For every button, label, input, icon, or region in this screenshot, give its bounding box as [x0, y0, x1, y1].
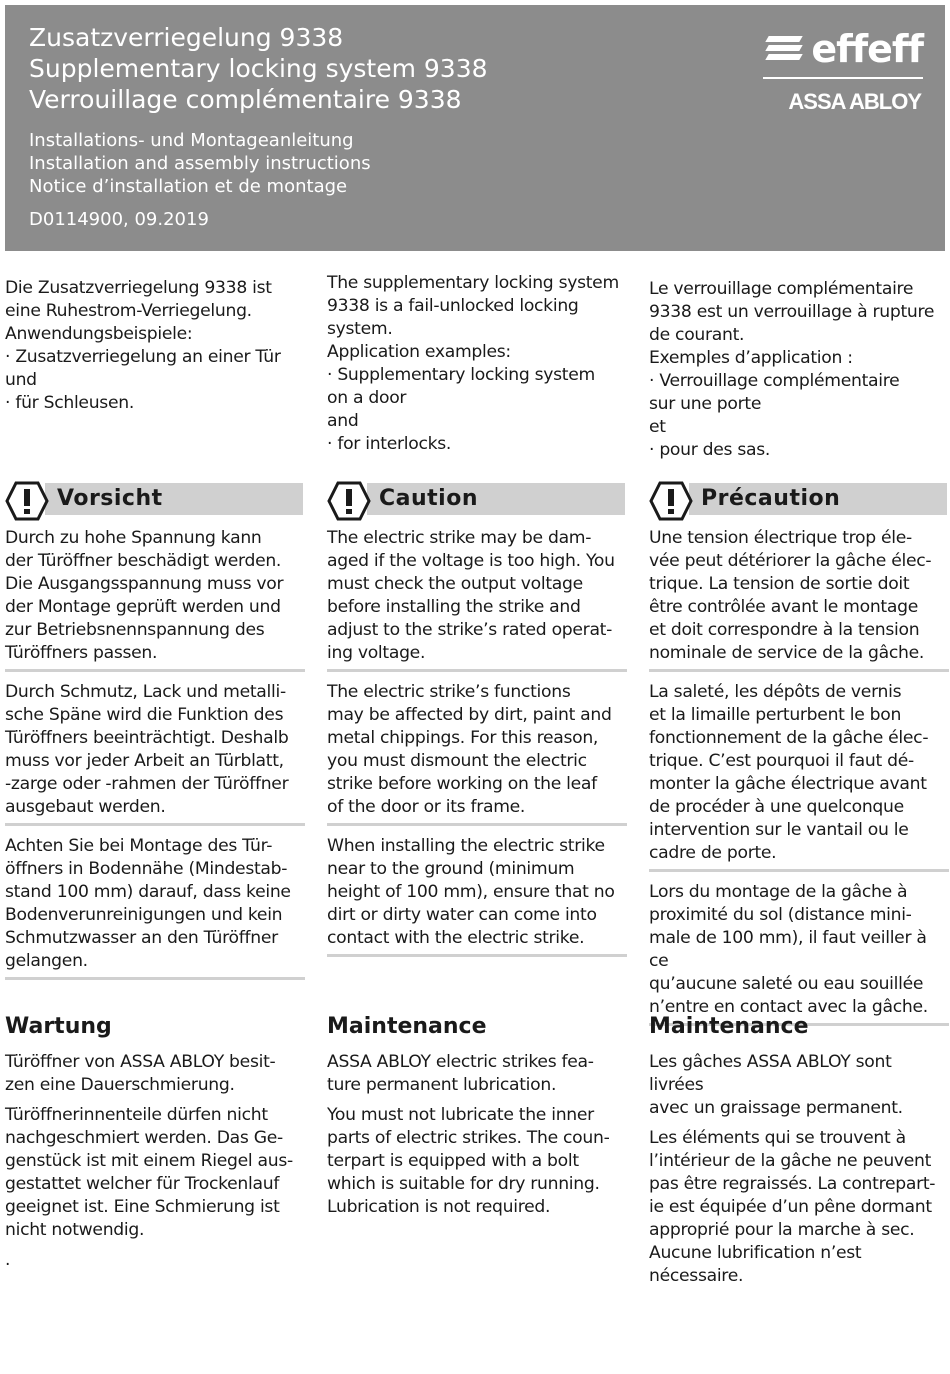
maintenance-heading-en: Maintenance	[327, 1014, 487, 1039]
maintenance-paragraph: Türöffnerinnenteile dürfen nicht nachgeschmiert werden. Das Ge- genstück ist mit einem Riegel aus- gestattet welcher für Trockenlauf geeignet ist. Eine Schmierung ist nicht notwendig.	[5, 1105, 293, 1240]
logo-brand-text: effeff	[811, 27, 923, 71]
caution-paragraph: Une tension électrique trop éle- vée peut détériorer la gâche élec- trique. La tension de sortie doit être contrôlée avant le montage et doit correspondre à la tension nominale de service de la gâche.	[649, 527, 949, 672]
maintenance-body-fr	[649, 1051, 949, 1288]
subtitle-de: Installations- und Montageanleitung	[29, 130, 354, 151]
effeff-assa-abloy-logo	[763, 27, 923, 127]
caution-paragraph: Durch zu hohe Spannung kann der Türöffner beschädigt werden. Die Ausgangsspannung muss vor der Montage geprüft werden und zur Betriebsnennspannung des Türöffners passen.	[5, 527, 305, 672]
warning-icon	[327, 481, 371, 521]
title-en: Supplementary locking system 9338	[29, 54, 488, 83]
maintenance-paragraph: Les gâches ASSA ABLOY sont livrées avec un graissage permanent.	[649, 1052, 903, 1118]
intro-text-de: Die Zusatzverriegelung 9338 ist eine Ruhestrom-Verriegelung. Anwendungsbeispiele: · Zusatzverriegelung an einer Tür und · für Schleusen.	[5, 278, 281, 413]
caution-paragraph: Lors du montage de la gâche à proximité du sol (distance mini- male de 100 mm), il faut veiller à ce qu’aucune saleté ou eau souillée n’entre en contact avec la gâche.	[649, 881, 949, 1026]
document-reference: D0114900, 09.2019	[29, 209, 209, 230]
title-de: Zusatzverriegelung 9338	[29, 23, 344, 52]
logo-group-text: ASSA ABLOY	[788, 89, 921, 114]
caution-label-en: Caution	[379, 486, 478, 511]
trailing-dot: .	[5, 1250, 11, 1270]
caution-header-en	[327, 481, 625, 517]
maintenance-body-en	[327, 1051, 627, 1219]
logo-bars-icon	[767, 36, 801, 66]
caution-body-de	[5, 527, 305, 980]
intro-text-fr: Le verrouillage complémentaire 9338 est un verrouillage à rupture de courant. Exemples d’application : · Verrouillage complémentaire sur une porte et · pour des sas.	[649, 279, 935, 460]
caution-paragraph: Durch Schmutz, Lack und metalli- sche Späne wird die Funktion des Türöffners beeinträchtigt. Deshalb muss vor jeder Arbeit an Türblatt, -zarge oder -rahmen der Türöffner ausgebaut werden.	[5, 681, 305, 826]
caution-header-fr	[649, 481, 947, 517]
warning-icon	[5, 481, 49, 521]
maintenance-paragraph: You must not lubricate the inner parts of electric strikes. The coun- terpart is equipped with a bolt which is suitable for dry running. Lubrication is not required.	[327, 1105, 610, 1217]
maintenance-body-de	[5, 1051, 305, 1242]
caution-paragraph: The electric strike’s functions may be affected by dirt, paint and metal chippings. For this reason, you must dismount the electric strike before working on the leaf of the door or its frame.	[327, 681, 627, 826]
caution-paragraph: La saleté, les dépôts de vernis et la limaille perturbent le bon fonctionnement de la gâche élec- trique. C’est pourquoi il faut dé- monter la gâche électrique avant de procéder à une quelconque intervention sur le vantail ou le cadre de porte.	[649, 681, 949, 872]
maintenance-paragraph: Les éléments qui se trouvent à l’intérieur de la gâche ne peuvent pas être regraissés. La contrepart- ie est équipée d’un pêne dormant approprié pour la marche à sec. Aucune lubrification n’est nécessaire.	[649, 1128, 936, 1286]
subtitle-en: Installation and assembly instructions	[29, 153, 371, 174]
maintenance-heading-de: Wartung	[5, 1014, 112, 1039]
caution-paragraph: The electric strike may be dam- aged if the voltage is too high. You must check the output voltage before installing the strike and adjust to the strike’s rated operat- ing voltage.	[327, 527, 627, 672]
caution-body-en	[327, 527, 627, 957]
maintenance-paragraph: ASSA ABLOY electric strikes fea- ture permanent lubrication.	[327, 1052, 594, 1095]
caution-paragraph: Achten Sie bei Montage des Tür- öffners in Bodennähe (Mindestab- stand 100 mm) darauf, dass keine Bodenverunreinigungen und kein Schmutzwasser an den Türöffner gelangen.	[5, 835, 305, 980]
header-banner	[5, 5, 945, 251]
logo-divider	[763, 77, 923, 79]
maintenance-heading-fr: Maintenance	[649, 1014, 809, 1039]
subtitle-fr: Notice d’installation et de montage	[29, 176, 348, 197]
caution-body-fr	[649, 527, 949, 1026]
intro-en	[327, 272, 627, 456]
intro-fr	[649, 278, 949, 462]
maintenance-paragraph: Türöffner von ASSA ABLOY besit- zen eine Dauerschmierung.	[5, 1052, 276, 1095]
intro-text-en: The supplementary locking system 9338 is a fail-unlocked locking system. Application examples: · Supplementary locking system on a door and · for interlocks.	[327, 273, 619, 454]
caution-label-de: Vorsicht	[57, 486, 163, 511]
caution-header-de	[5, 481, 303, 517]
caution-paragraph: When installing the electric strike near to the ground (minimum height of 100 mm), ensure that no dirt or dirty water can come into contact with the electric strike.	[327, 835, 627, 957]
title-fr: Verrouillage complémentaire 9338	[29, 85, 462, 114]
warning-icon	[649, 481, 693, 521]
caution-label-fr: Précaution	[701, 486, 841, 511]
intro-de	[5, 277, 305, 415]
